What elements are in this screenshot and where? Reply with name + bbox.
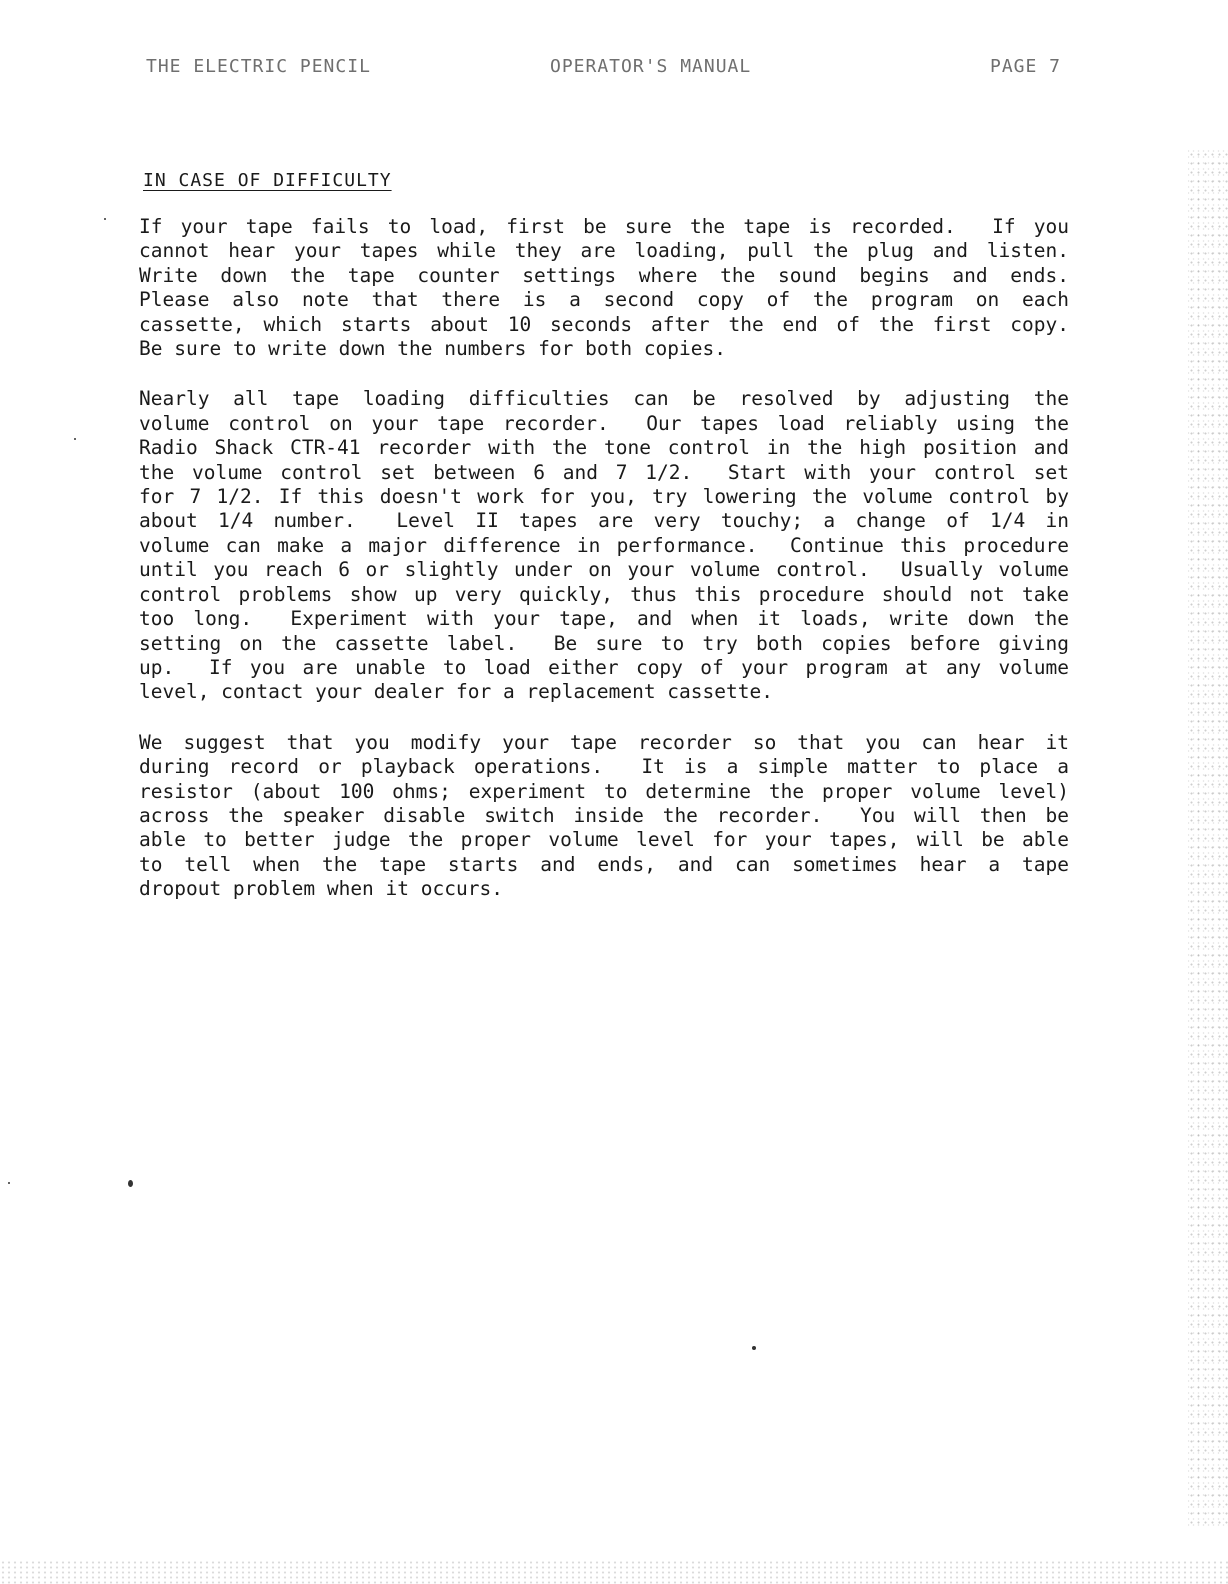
scan-speck bbox=[752, 1346, 756, 1350]
text-line: able to better judge the proper volume level for your tapes, will be able bbox=[139, 828, 1069, 852]
scan-speck bbox=[104, 218, 106, 220]
text-line: Radio Shack CTR-41 recorder with the tone control in the high position and bbox=[139, 436, 1069, 460]
section-heading: IN CASE OF DIFFICULTY bbox=[143, 170, 392, 191]
scan-speck bbox=[128, 1180, 133, 1187]
main-content bbox=[139, 170, 1069, 928]
page-header bbox=[0, 56, 1228, 80]
text-line: Nearly all tape loading difficulties can be resolved by adjusting the bbox=[139, 387, 1069, 411]
paragraphs bbox=[139, 215, 1069, 902]
text-line: volume control on your tape recorder. Our tapes load reliably using the bbox=[139, 411, 1069, 435]
text-line: too long. Experiment with your tape, and when it loads, write down the bbox=[139, 607, 1069, 631]
scan-edge-noise bbox=[1188, 150, 1228, 1530]
text-line: dropout problem when it occurs. bbox=[139, 877, 503, 901]
text-line: until you reach 6 or slightly under on your volume control. Usually volume bbox=[139, 558, 1069, 582]
text-line: resistor (about 100 ohms; experiment to determine the proper volume level) bbox=[139, 779, 1069, 803]
text-line: Write down the tape counter settings where the sound begins and ends. bbox=[139, 263, 1069, 287]
text-line: about 1/4 number. Level II tapes are very touchy; a change of 1/4 in bbox=[139, 509, 1069, 533]
text-line: We suggest that you modify your tape recorder so that you can hear it bbox=[139, 730, 1069, 754]
text-line: the volume control set between 6 and 7 1/2. Start with your control set bbox=[139, 460, 1069, 484]
text-line: volume can make a major difference in performance. Continue this procedure bbox=[139, 533, 1069, 557]
text-line: across the speaker disable switch inside the recorder. You will then be bbox=[139, 803, 1069, 827]
scan-speck bbox=[74, 438, 76, 440]
text-line: Please also note that there is a second copy of the program on each bbox=[139, 288, 1069, 312]
manual-title: OPERATOR'S MANUAL bbox=[550, 56, 752, 77]
text-line: If your tape fails to load, first be sure the tape is recorded. If you bbox=[139, 215, 1069, 238]
document-title: THE ELECTRIC PENCIL bbox=[146, 56, 371, 77]
text-line: up. If you are unable to load either copy of your program at any volume bbox=[139, 655, 1069, 679]
text-line: for 7 1/2. If this doesn't work for you, try lowering the volume control by bbox=[139, 485, 1069, 509]
text-line: to tell when the tape starts and ends, and can sometimes hear a tape bbox=[139, 852, 1069, 876]
text-line: setting on the cassette label. Be sure to try both copies before giving bbox=[139, 631, 1069, 655]
text-line: level, contact your dealer for a replacement cassette. bbox=[139, 680, 773, 704]
paragraph bbox=[139, 387, 1069, 704]
paragraph bbox=[139, 215, 1069, 361]
text-line: cassette, which starts about 10 seconds after the end of the first copy. bbox=[139, 312, 1069, 336]
text-line: during record or playback operations. It is a simple matter to place a bbox=[139, 755, 1069, 779]
text-line: Be sure to write down the numbers for both copies. bbox=[139, 337, 726, 361]
scan-bottom-noise bbox=[0, 1560, 1228, 1584]
text-line: cannot hear your tapes while they are loading, pull the plug and listen. bbox=[139, 239, 1069, 263]
page-number: PAGE 7 bbox=[990, 56, 1062, 77]
paragraph bbox=[139, 731, 1069, 902]
text-line: control problems show up very quickly, thus this procedure should not take bbox=[139, 582, 1069, 606]
scan-speck bbox=[8, 1182, 10, 1184]
